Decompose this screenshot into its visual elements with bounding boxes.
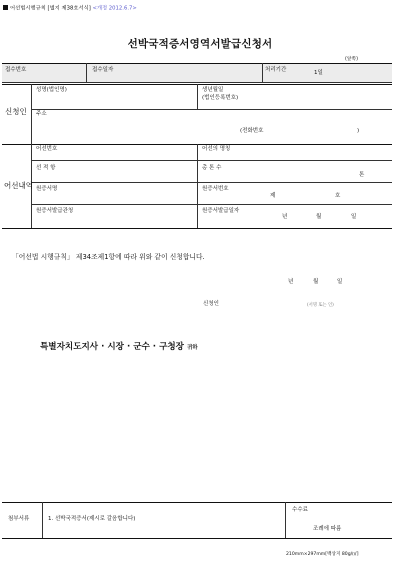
page-side-note: (앞쪽)	[345, 57, 359, 62]
vessel-number-label: 어선번호	[36, 146, 58, 152]
intake-bottom-border	[2, 82, 392, 83]
home-port-label: 선 적 항	[36, 165, 56, 171]
form-title: 선박국적증서영역서발급신청서	[127, 38, 273, 50]
addressee-block	[40, 343, 198, 352]
original-cert-label: 원증서명	[36, 186, 58, 192]
original-cert-number-label: 원증서번호	[202, 186, 229, 192]
signature-note: (서명 또는 인)	[307, 303, 334, 308]
rule	[31, 109, 392, 110]
rule	[2, 538, 392, 539]
fee-value: 조례에 따름	[313, 526, 342, 532]
attachments-label: 첨부서류	[8, 516, 30, 522]
processing-period-value: 1일	[314, 70, 323, 76]
issue-date-label: 원증서발급일자	[202, 208, 240, 214]
table-top-border	[2, 63, 392, 64]
addressee: 특별자치도지사 · 시장 · 군수 · 구청장	[40, 342, 184, 352]
sign-month: 월	[313, 279, 319, 285]
cert-number-prefix: 제	[270, 193, 276, 199]
receipt-date-label: 접수일자	[92, 67, 114, 73]
issue-date-month: 월	[316, 214, 322, 220]
applicant-name-label: 성명(법인명)	[36, 87, 67, 93]
intake-row-shade	[2, 63, 392, 82]
processing-period-label: 처리기간	[265, 67, 287, 73]
attachment-item-1: 1. 선박국적증서(제시로 갈음합니다)	[48, 516, 136, 522]
rule	[31, 182, 392, 183]
issue-date-year: 년	[282, 214, 288, 220]
issuing-authority-label: 원증서발급관청	[36, 208, 74, 214]
divider	[42, 502, 43, 538]
square-bullet-icon	[3, 5, 8, 10]
sign-year: 년	[288, 279, 294, 285]
issue-date-day: 일	[351, 214, 357, 220]
amendment-date: <개정 2012.6.7>	[92, 5, 137, 12]
divider	[197, 144, 198, 228]
paper-spec: 210mm×297mm[백상지 80g/㎡]	[286, 552, 359, 557]
fee-label: 수수료	[292, 507, 308, 513]
addressee-suffix: 귀하	[186, 345, 198, 351]
phone-close-paren: )	[357, 128, 360, 134]
vessel-name-label: 어선의 명칭	[202, 146, 231, 152]
divider	[86, 63, 87, 82]
birth-date-label: 생년월일	[202, 87, 224, 93]
rule	[2, 228, 392, 229]
gross-tonnage-label: 총 톤 수	[202, 165, 222, 171]
divider	[31, 84, 32, 144]
rule	[31, 204, 392, 205]
divider	[285, 502, 286, 538]
rule	[31, 160, 392, 161]
cert-number-suffix: 호	[335, 193, 341, 199]
vessel-section-label: 어선내역	[4, 181, 33, 190]
application-statement: 「어선법 시행규칙」 제34조제1항에 따라 위와 같이 신청합니다.	[12, 253, 205, 261]
receipt-number-label: 접수번호	[5, 67, 27, 73]
address-label: 주소	[36, 111, 47, 117]
sign-day: 일	[337, 279, 343, 285]
tonnage-unit: 톤	[359, 172, 365, 178]
applicant-signature-label: 신청인	[203, 301, 219, 307]
corporate-number-label: (법인등록번호)	[202, 95, 239, 101]
divider	[262, 63, 263, 82]
rule	[2, 502, 392, 503]
phone-label: (전화번호	[240, 128, 264, 134]
applicant-section-label: 신청인	[5, 107, 27, 116]
form-reference: 어선법시행규칙 [별지 제38호서식]	[10, 5, 91, 12]
divider	[197, 84, 198, 109]
form-header	[3, 5, 137, 12]
